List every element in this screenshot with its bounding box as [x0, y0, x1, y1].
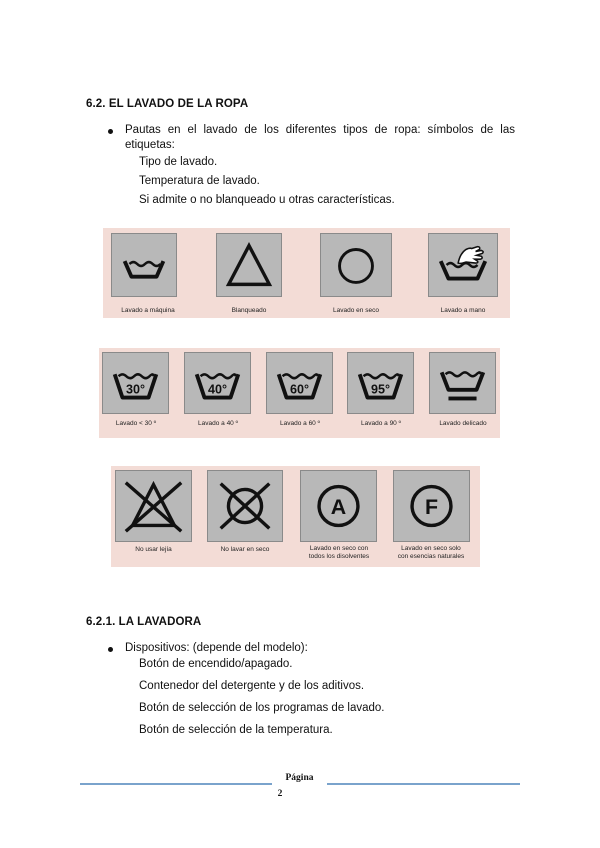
- symbol-tile-no-lejia: [115, 470, 192, 542]
- symbol-tile-blanqueado: [216, 233, 282, 297]
- dry-clean-circle-icon: [321, 234, 391, 296]
- bleach-triangle-icon: [217, 234, 281, 296]
- wash-60-icon: [267, 353, 332, 413]
- caption-seco-esencias-line1: Lavado en seco solo: [401, 545, 461, 552]
- subitem-encendido: Botón de encendido/apagado.: [139, 658, 293, 670]
- symbols-strip-restrictions: [111, 466, 480, 567]
- caption-lavado-40: Lavado a 40 º: [198, 420, 238, 427]
- symbol-tile-seco-esencias: [393, 470, 470, 542]
- caption-lavado-mano: Lavado a mano: [440, 307, 486, 314]
- section-heading-lavado: 6.2. EL LAVADO DE LA ROPA: [86, 98, 249, 110]
- temp-label-60: 60°: [289, 382, 310, 397]
- footer-page-label: Página: [285, 773, 314, 783]
- washing-tub-icon: [112, 234, 176, 296]
- symbol-tile-lavado-maquina: [111, 233, 177, 297]
- dry-clean-letter-f: F: [424, 494, 439, 519]
- wash-30-icon: [103, 353, 168, 413]
- bullet-dot: [108, 129, 113, 134]
- subitem-blanqueado: Si admite o no blanqueado u otras características.: [139, 194, 395, 206]
- subitem-programas: Botón de selección de los programas de lavado.: [139, 702, 385, 714]
- dry-clean-a-icon: [301, 471, 376, 541]
- symbols-strip-temperature: [99, 348, 500, 438]
- caption-seco-disolventes-line2: todos los disolventes: [308, 553, 370, 560]
- symbol-tile-seco-disolventes: [300, 470, 377, 542]
- caption-lavado-delicado: Lavado delicado: [439, 420, 487, 427]
- section-heading-lavadora: 6.2.1. LA LAVADORA: [86, 616, 202, 628]
- caption-no-lejia: No usar lejía: [135, 546, 172, 553]
- symbol-tile-lavado-mano: [428, 233, 498, 297]
- caption-no-lavar-seco: No lavar en seco: [220, 546, 270, 553]
- symbol-tile-lavado-60: [266, 352, 333, 414]
- caption-lavado-30: Lavado < 30 º: [115, 420, 157, 427]
- symbol-tile-lavado-seco: [320, 233, 392, 297]
- bullet-text-line2: etiquetas:: [125, 139, 175, 151]
- caption-lavado-maquina: Lavado a máquina: [121, 307, 175, 314]
- subitem-contenedor: Contenedor del detergente y de los aditivos.: [139, 680, 365, 692]
- footer-rule-left: [80, 783, 272, 785]
- temp-label-30: 30°: [125, 382, 146, 397]
- temp-label-40: 40°: [207, 382, 228, 397]
- symbol-tile-lavado-30: [102, 352, 169, 414]
- hand-wash-icon: [429, 234, 497, 296]
- symbol-tile-no-lavar-seco: [207, 470, 283, 542]
- bullet-dot: [108, 647, 113, 652]
- symbol-tile-lavado-40: [184, 352, 251, 414]
- delicate-wash-icon: [430, 353, 495, 413]
- symbol-tile-lavado-90: [347, 352, 414, 414]
- bullet-text-line1: Pautas en el lavado de los diferentes tipos de ropa: símbolos de las: [125, 124, 515, 136]
- wash-40-icon: [185, 353, 250, 413]
- subitem-temperatura: Botón de selección de la temperatura.: [139, 724, 333, 736]
- wash-95-icon: [348, 353, 413, 413]
- symbol-tile-lavado-delicado: [429, 352, 496, 414]
- no-dry-clean-icon: [208, 471, 282, 541]
- bullet-dispositivos: Dispositivos: (depende del modelo):: [125, 642, 308, 654]
- caption-blanqueado: Blanqueado: [231, 307, 267, 314]
- caption-lavado-90: Lavado a 90 º: [361, 420, 401, 427]
- dry-clean-f-icon: [394, 471, 469, 541]
- caption-lavado-seco: Lavado en seco: [333, 307, 379, 314]
- footer-rule-right: [327, 783, 520, 785]
- subitem-tipo-lavado: Tipo de lavado.: [139, 156, 218, 168]
- dry-clean-letter-a: A: [330, 494, 347, 519]
- subitem-temperatura: Temperatura de lavado.: [139, 175, 260, 187]
- caption-lavado-60: Lavado a 60 º: [280, 420, 320, 427]
- caption-seco-esencias-line2: con esencias naturales: [397, 553, 465, 560]
- footer-page-number: 2: [277, 789, 283, 799]
- caption-seco-disolventes-line1: Lavado en seco con: [309, 545, 369, 552]
- symbols-strip-basic: [103, 228, 510, 318]
- temp-label-95: 95°: [370, 382, 391, 397]
- no-bleach-icon: [116, 471, 191, 541]
